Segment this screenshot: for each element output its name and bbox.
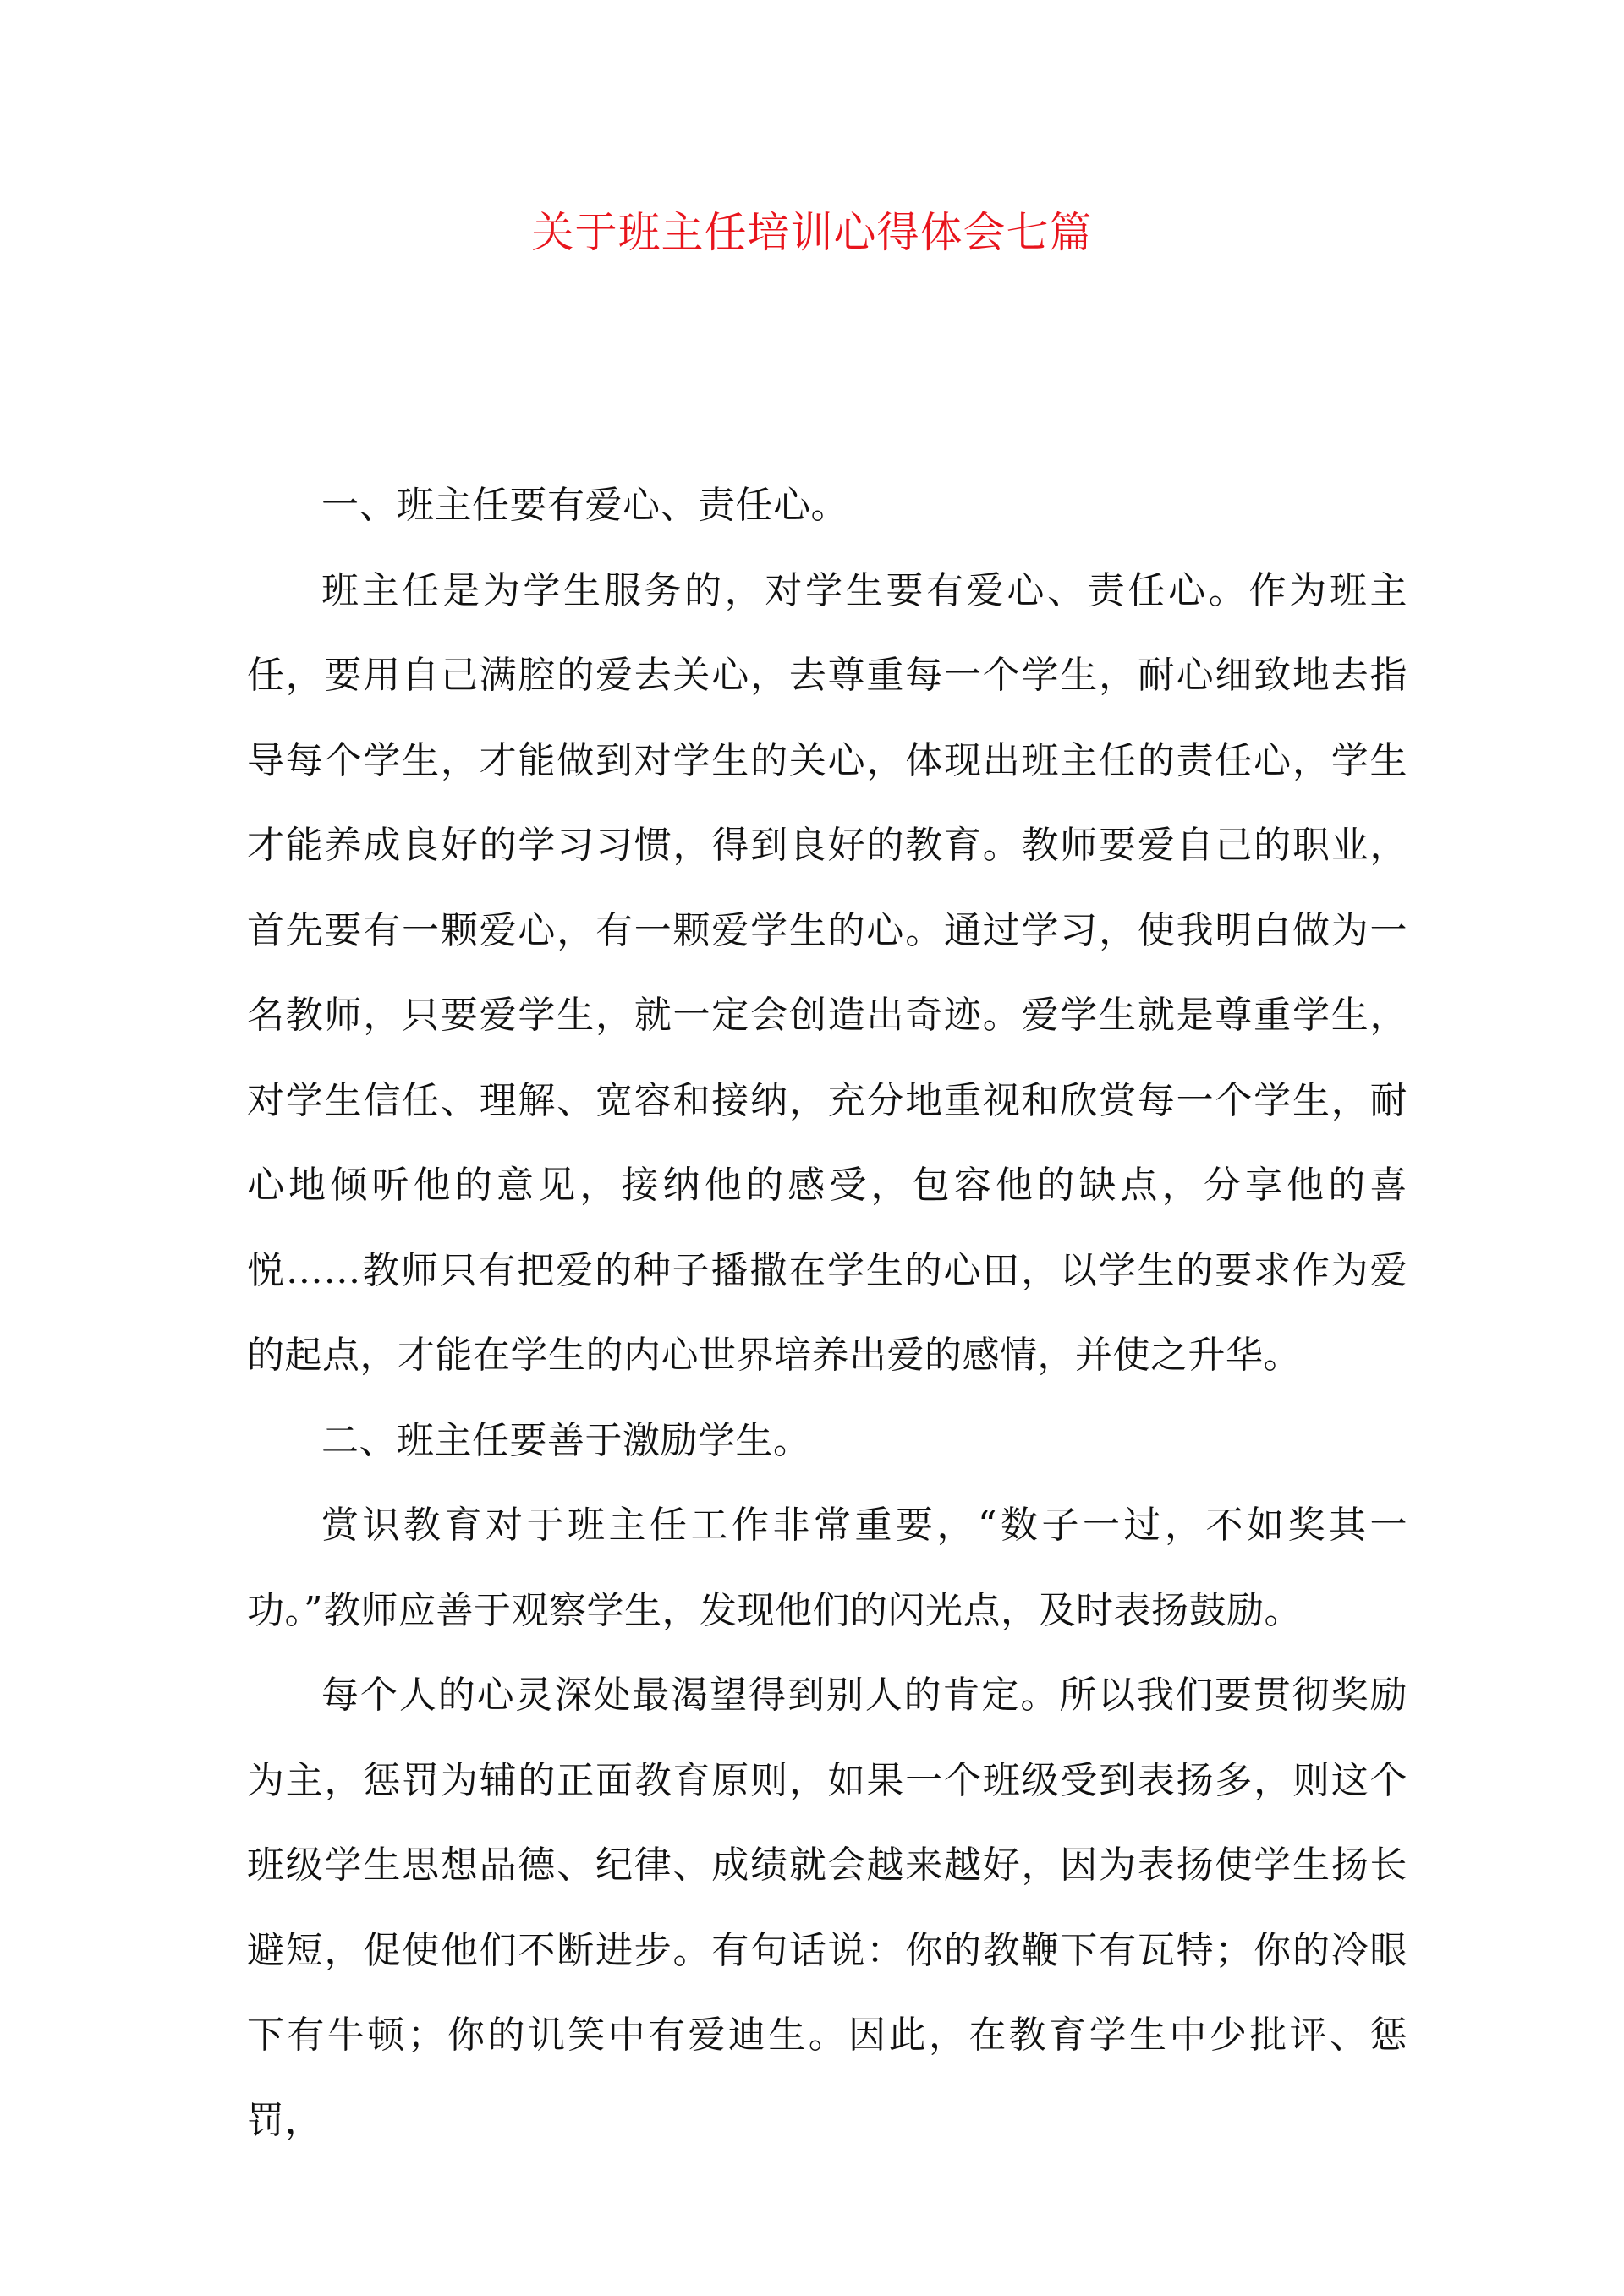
body-paragraph: 每个人的心灵深处最渴望得到别人的肯定。所以我们要贯彻奖励为主，惩罚为辅的正面教育原则，如果一个班级受到表扬多，则这个班级学生思想品德、纪律、成绩就会越来越好，因为表扬使学生扬长避短，促使他们不断进步。有句话说：你的教鞭下有瓦特；你的冷眼下有牛顿；你的讥笑中有爱迪生。因此，在教育学生中少批评、惩罚，: [247, 1674, 1407, 2142]
section-heading-2: 二、班主任要善于激励学生。: [321, 1418, 811, 1462]
document-title: 关于班主任培训心得体会七篇: [531, 208, 1093, 257]
body-paragraph: 赏识教育对于班主任工作非常重要，“数子一过，不如奖其一功。”教师应善于观察学生，发现他们的闪光点，及时表扬鼓励。: [247, 1504, 1407, 1632]
section-heading-1: 一、班主任要有爱心、责任心。: [321, 484, 848, 527]
document-body: [247, 463, 1407, 2163]
body-paragraph: 班主任是为学生服务的，对学生要有爱心、责任心。作为班主任，要用自己满腔的爱去关心，去尊重每一个学生，耐心细致地去指导每个学生，才能做到对学生的关心，体现出班主任的责任心，学生才能养成良好的学习习惯，得到良好的教育。教师要爱自己的职业，首先要有一颗爱心，有一颗爱学生的心。通过学习，使我明白做为一名教师，只要爱学生，就一定会创造出奇迹。爱学生就是尊重学生，对学生信任、理解、宽容和接纳，充分地重视和欣赏每一个学生，耐心地倾听他的意见，接纳他的感受，包容他的缺点，分享他的喜悦……教师只有把爱的种子播撒在学生的心田，以学生的要求作为爱的起点，才能在学生的内心世界培养出爱的感情，并使之升华。: [247, 568, 1407, 1377]
